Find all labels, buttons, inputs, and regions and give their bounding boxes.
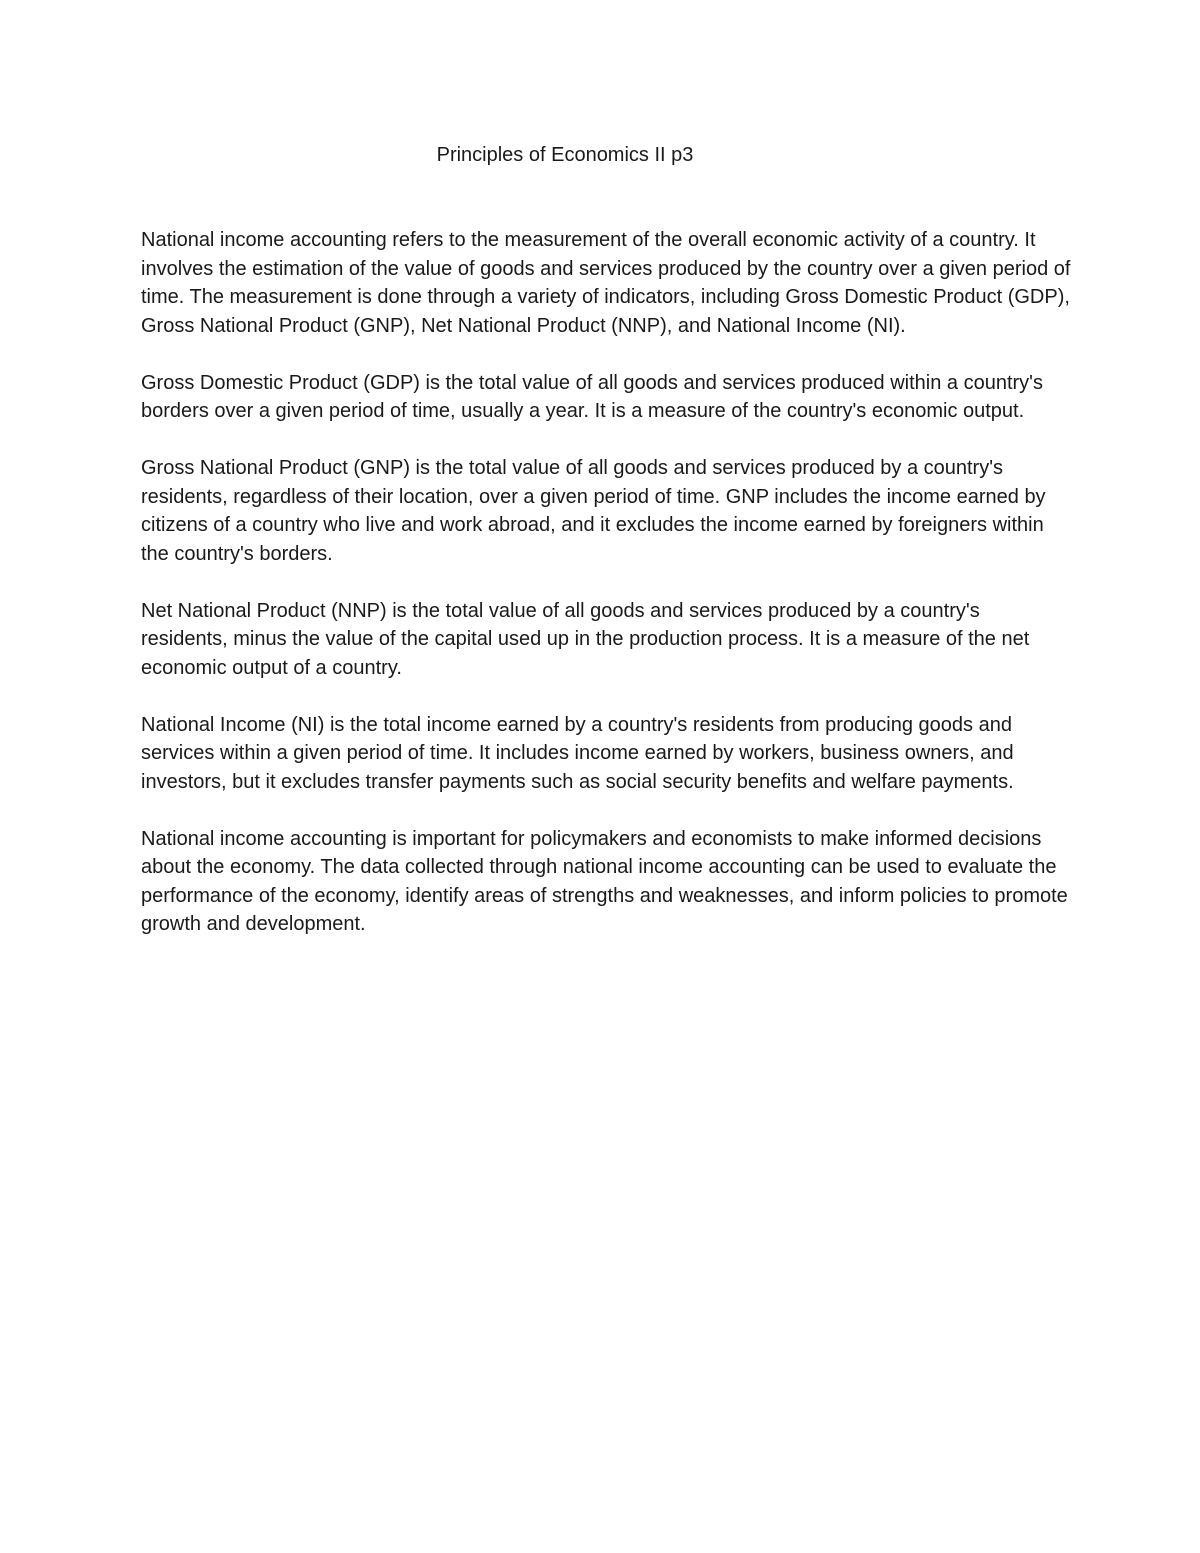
paragraph-gnp: Gross National Product (GNP) is the total value of all goods and services produced by a country's residents, regardless of their location, over a given period of time. GNP includes the income earned by citizens of a country who live and work abroad, and it excludes the income earned by foreigners within the country's borders. — [141, 457, 1046, 565]
page-title: Principles of Economics II p3 — [436, 144, 694, 166]
paragraph-nnp: Net National Product (NNP) is the total value of all goods and services produced by a country's residents, minus the value of the capital used up in the production process. It is a measure of the net economic output of a country. — [141, 599, 1030, 679]
paragraph-gdp: Gross Domestic Product (GDP) is the total value of all goods and services produced within a country's borders over a given period of time, usually a year. It is a measure of the country's economic output. — [141, 371, 1044, 422]
document-body — [141, 226, 1071, 967]
paragraph-conclusion: National income accounting is important for policymakers and economists to make informed decisions about the economy. The data collected through national income accounting can be used to evaluate the performance of the economy, identify areas of strengths and weaknesses, and inform policies to promote growth and development. — [141, 827, 1068, 935]
paragraph-intro: National income accounting refers to the measurement of the overall economic activity of a country. It involves the estimation of the value of goods and services produced by the country over a given period of time. The measurement is done through a variety of indicators, including Gross Domestic Product (GDP), Gross National Product (GNP), Net National Product (NNP), and National Income (NI). — [141, 229, 1071, 337]
paragraph-ni: National Income (NI) is the total income earned by a country's residents from producing goods and services within a given period of time. It includes income earned by workers, business owners, and investors, but it excludes transfer payments such as social security benefits and welfare payments. — [141, 713, 1014, 793]
